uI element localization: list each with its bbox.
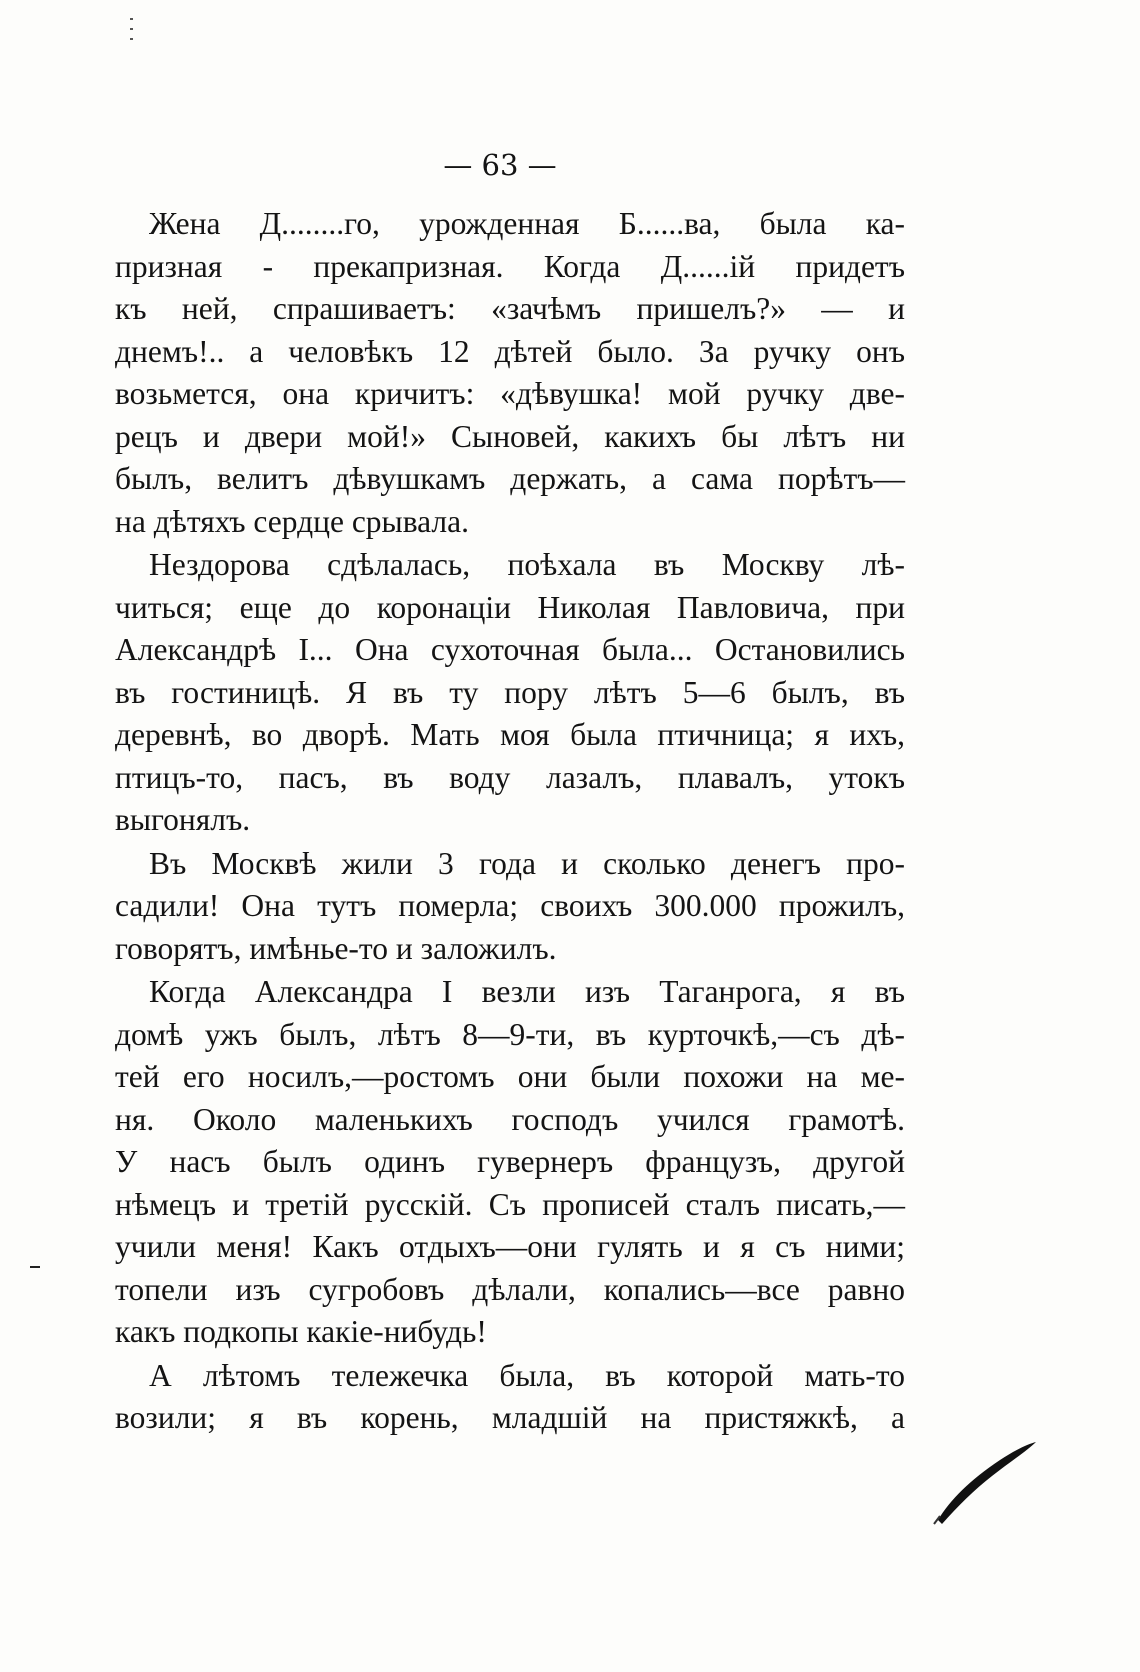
margin-specks <box>130 18 134 48</box>
text-line: А лѣтомъ тележечка была, въ которой мать-то <box>149 1357 905 1393</box>
paragraph-3 <box>115 843 905 971</box>
text-line: домѣ ужъ былъ, лѣтъ 8—9-ти, въ курточкѣ,—съ дѣ- <box>115 1016 905 1052</box>
text-line: призная - прекапризная. Когда Д......ій придетъ <box>115 248 905 284</box>
text-line: говорятъ, имѣнье-то и заложилъ. <box>115 930 557 966</box>
text-line: выгонялъ. <box>115 802 251 837</box>
text-line: рецъ и двери мой!» Сыновей, какихъ бы лѣтъ ни <box>115 418 905 454</box>
ink-smudge-mark <box>930 1420 1040 1530</box>
paragraph-1 <box>115 203 905 543</box>
text-line: тей его носилъ,—ростомъ они были похожи на ме- <box>115 1059 905 1094</box>
text-line: былъ, велитъ дѣвушкамъ держать, а сама порѣтъ— <box>115 461 905 496</box>
text-line: въ гостиницѣ. Я въ ту пору лѣтъ 5—6 былъ, въ <box>115 674 905 710</box>
text-line: топели изъ сугробовъ дѣлали, копались—все равно <box>115 1271 905 1307</box>
text-line: какъ подкопы какіе-нибудь! <box>115 1314 487 1349</box>
text-line: возили; я въ корень, младшій на пристяжкѣ, а <box>115 1400 905 1435</box>
text-line: Жена Д........го, урожденная Б......ва, была ка- <box>149 206 905 241</box>
text-line: ня. Около маленькихъ господъ учился грамотѣ. <box>115 1101 905 1137</box>
text-line: садили! Она тутъ померла; своихъ 300.000 прожилъ, <box>115 888 905 923</box>
text-line: къ ней, спрашиваетъ: «зачѣмъ пришелъ?» — и <box>115 291 905 326</box>
paragraph-4 <box>115 971 905 1354</box>
text-line: учили меня! Какъ отдыхъ—они гулять и я съ ними; <box>115 1229 905 1264</box>
text-line: Александрѣ I... Она сухоточная была... Остановились <box>115 632 905 667</box>
text-line: Когда Александра I везли изъ Таганрога, я въ <box>149 974 905 1009</box>
page-number: — 63 — <box>443 148 557 182</box>
text-line: Нездорова сдѣлалась, поѣхала въ Москву лѣ- <box>149 547 905 582</box>
text-line: птицъ-то, пасъ, въ воду лазалъ, плавалъ, утокъ <box>115 759 905 795</box>
text-line: на дѣтяхъ сердце срывала. <box>115 503 470 539</box>
text-line: возьмется, она кричитъ: «дѣвушка! мой ручку две- <box>115 376 905 411</box>
text-line: У насъ былъ одинъ гувернеръ французъ, другой <box>115 1144 905 1179</box>
paragraph-2 <box>115 544 905 842</box>
body-text <box>115 203 905 1441</box>
text-line: деревнѣ, во дворѣ. Мать моя была птичница; я ихъ, <box>115 717 905 752</box>
paragraph-5 <box>115 1355 905 1440</box>
text-line: Въ Москвѣ жили 3 года и сколько денегъ про- <box>149 845 905 881</box>
text-line: днемъ!.. а человѣкъ 12 дѣтей было. За ручку онъ <box>115 333 905 369</box>
margin-dash <box>30 1266 40 1268</box>
text-line: нѣмецъ и третій русскій. Съ прописей сталъ писать,— <box>115 1186 905 1222</box>
text-line: читься; еще до коронаціи Николая Павловича, при <box>115 589 905 625</box>
